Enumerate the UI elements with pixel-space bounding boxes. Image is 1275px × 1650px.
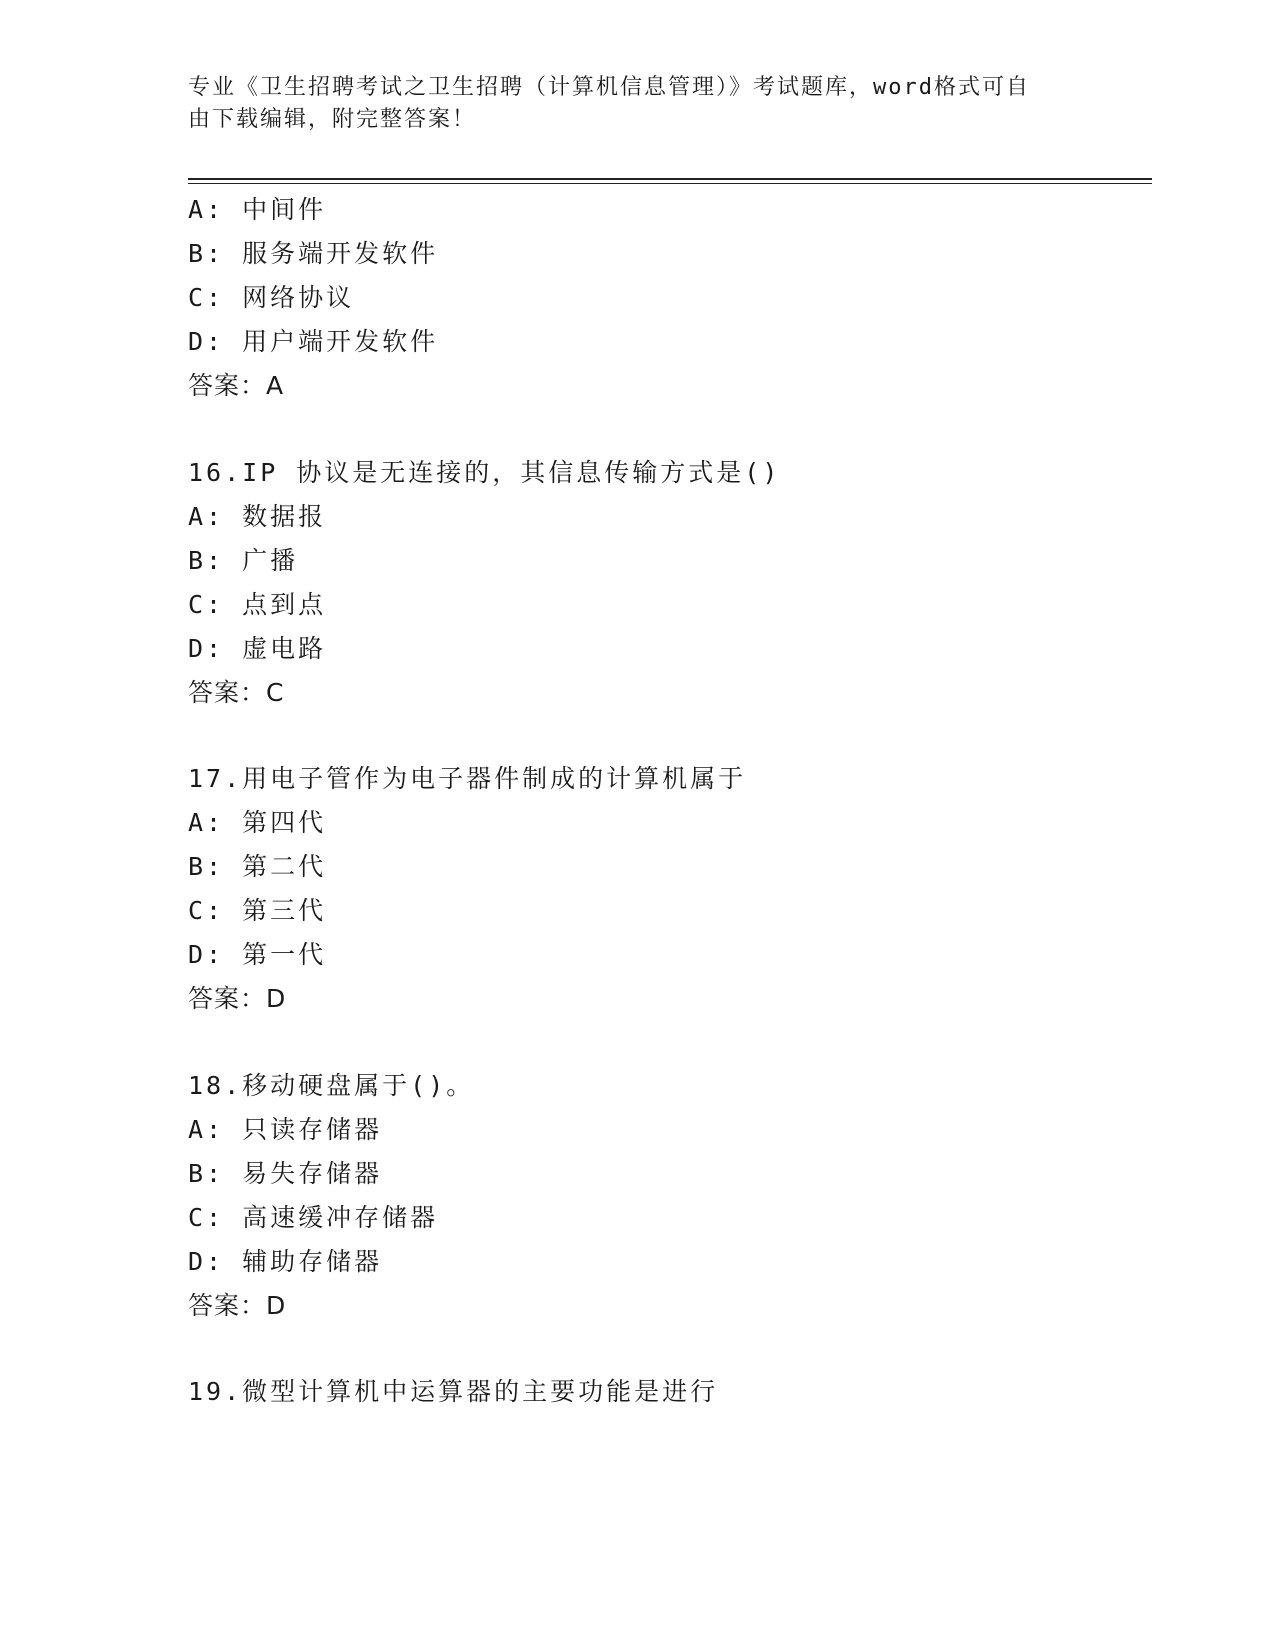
q19-question: 19.微型计算机中运算器的主要功能是进行 — [188, 1377, 719, 1406]
q16-option-b: B: 广播 — [188, 546, 299, 575]
q18-option-c: C: 高速缓冲存储器 — [188, 1203, 439, 1232]
q18-question: 18.移动硬盘属于()。 — [188, 1071, 475, 1100]
q17-option-c: C: 第三代 — [188, 896, 327, 925]
document-header — [188, 72, 1088, 136]
q18-option-d: D: 辅助存储器 — [188, 1247, 383, 1276]
header-rule-thick — [188, 178, 1152, 180]
q18-option-a: A: 只读存储器 — [188, 1115, 383, 1144]
q17-option-a: A: 第四代 — [188, 808, 327, 837]
q16-option-a: A: 数据报 — [188, 502, 327, 531]
q16-option-c: C: 点到点 — [188, 590, 327, 619]
q16-question: 16.IP 协议是无连接的，其信息传输方式是() — [188, 458, 781, 487]
q15-option-b: B: 服务端开发软件 — [188, 239, 439, 268]
q16-option-d: D: 虚电路 — [188, 634, 327, 663]
q17-option-b: B: 第二代 — [188, 852, 327, 881]
q17-question: 17.用电子管作为电子器件制成的计算机属于 — [188, 764, 747, 793]
q18-answer: 答案：D — [188, 1291, 287, 1320]
q16-answer: 答案：C — [188, 678, 285, 707]
q17-option-d: D: 第一代 — [188, 940, 327, 969]
q18-option-b: B: 易失存储器 — [188, 1159, 383, 1188]
q15-option-d: D: 用户端开发软件 — [188, 327, 439, 356]
header-line-1: 专业《卫生招聘考试之卫生招聘（计算机信息管理）》考试题库，word格式可自 — [188, 75, 1030, 100]
q15-option-c: C: 网络协议 — [188, 283, 355, 312]
header-rule-thin — [188, 183, 1152, 184]
header-line-2: 由下载编辑，附完整答案！ — [188, 107, 477, 132]
q17-answer: 答案：D — [188, 984, 287, 1013]
q15-answer: 答案：A — [188, 371, 285, 400]
q15-option-a: A: 中间件 — [188, 195, 327, 224]
